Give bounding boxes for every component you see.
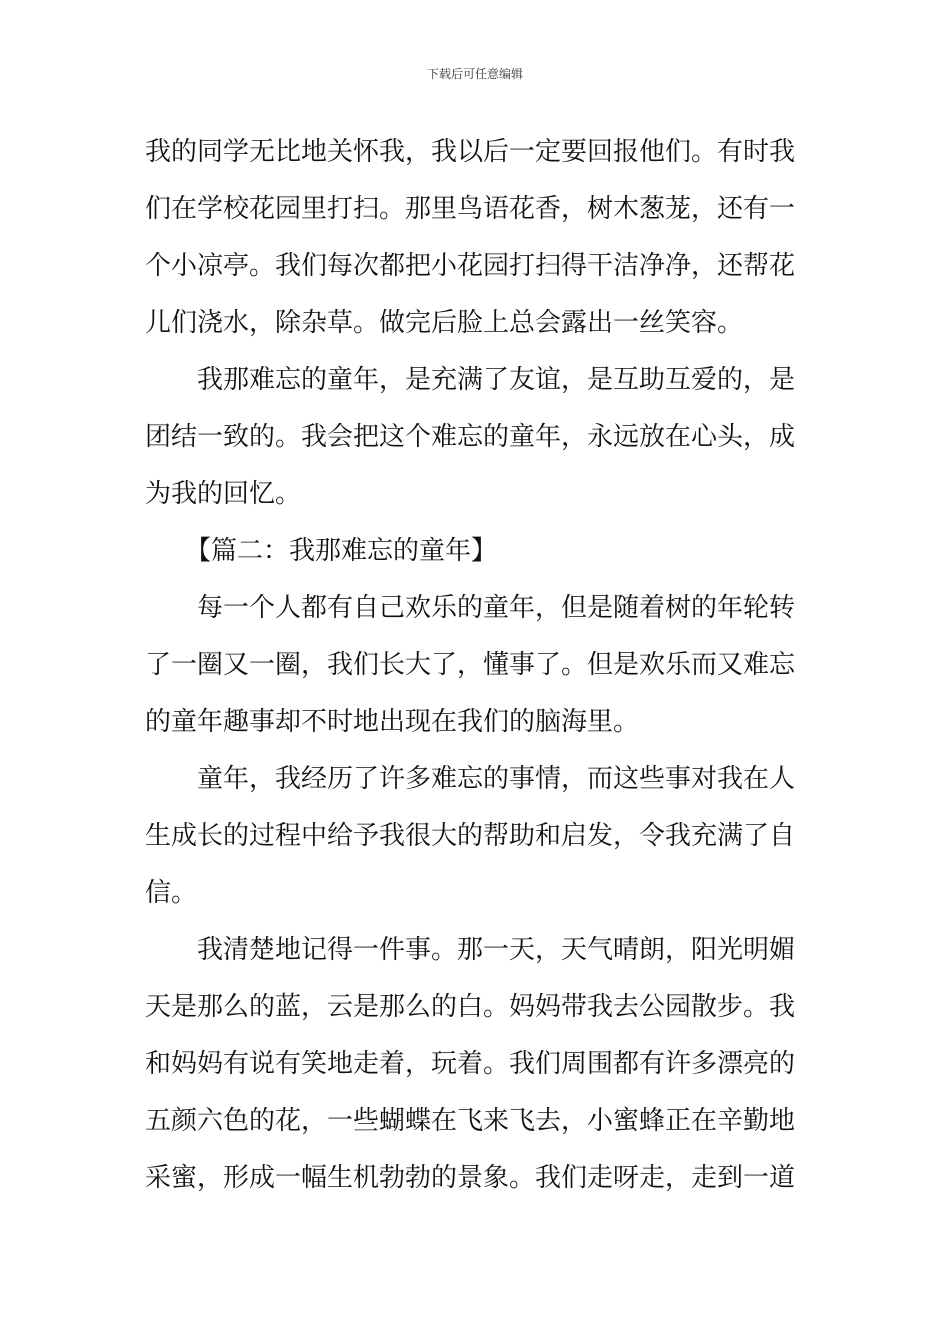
body-line: 我的同学无比地关怀我，我以后一定要回报他们。有时我 bbox=[145, 137, 796, 167]
body-line: 生成长的过程中给予我很大的帮助和启发，令我充满了自 bbox=[145, 821, 796, 851]
body-line: 信。 bbox=[145, 878, 198, 908]
body-line: 我那难忘的童年，是充满了友谊，是互助互爱的，是 bbox=[197, 365, 796, 395]
body-line: 天是那么的蓝，云是那么的白。妈妈带我去公园散步。我 bbox=[145, 992, 796, 1022]
body-line: 们在学校花园里打扫。那里鸟语花香，树木葱茏，还有一 bbox=[145, 194, 796, 224]
body-line: 了一圈又一圈，我们长大了，懂事了。但是欢乐而又难忘 bbox=[145, 650, 796, 680]
page-header: 下载后可任意编辑 bbox=[426, 67, 523, 81]
body-line: 五颜六色的花，一些蝴蝶在飞来飞去，小蜜蜂正在辛勤地 bbox=[145, 1106, 796, 1136]
body-line: 团结一致的。我会把这个难忘的童年，永远放在心头，成 bbox=[145, 422, 796, 452]
body-line: 儿们浇水，除杂草。做完后脸上总会露出一丝笑容。 bbox=[145, 308, 744, 338]
body-line: 童年，我经历了许多难忘的事情，而这些事对我在人 bbox=[197, 764, 796, 794]
body-line: 个小凉亭。我们每次都把小花园打扫得干洁净净，还帮花 bbox=[145, 251, 796, 281]
body-line: 我清楚地记得一件事。那一天，天气晴朗，阳光明媚 bbox=[197, 935, 796, 965]
section-heading: 【篇二：我那难忘的童年】 bbox=[185, 536, 498, 566]
body-line: 每一个人都有自己欢乐的童年，但是随着树的年轮转 bbox=[197, 593, 796, 623]
body-line: 为我的回忆。 bbox=[145, 479, 302, 509]
body-line: 采蜜，形成一幅生机勃勃的景象。我们走呀走，走到一道 bbox=[145, 1163, 796, 1193]
body-line: 和妈妈有说有笑地走着，玩着。我们周围都有许多漂亮的 bbox=[145, 1049, 796, 1079]
body-line: 的童年趣事却不时地出现在我们的脑海里。 bbox=[145, 707, 640, 737]
